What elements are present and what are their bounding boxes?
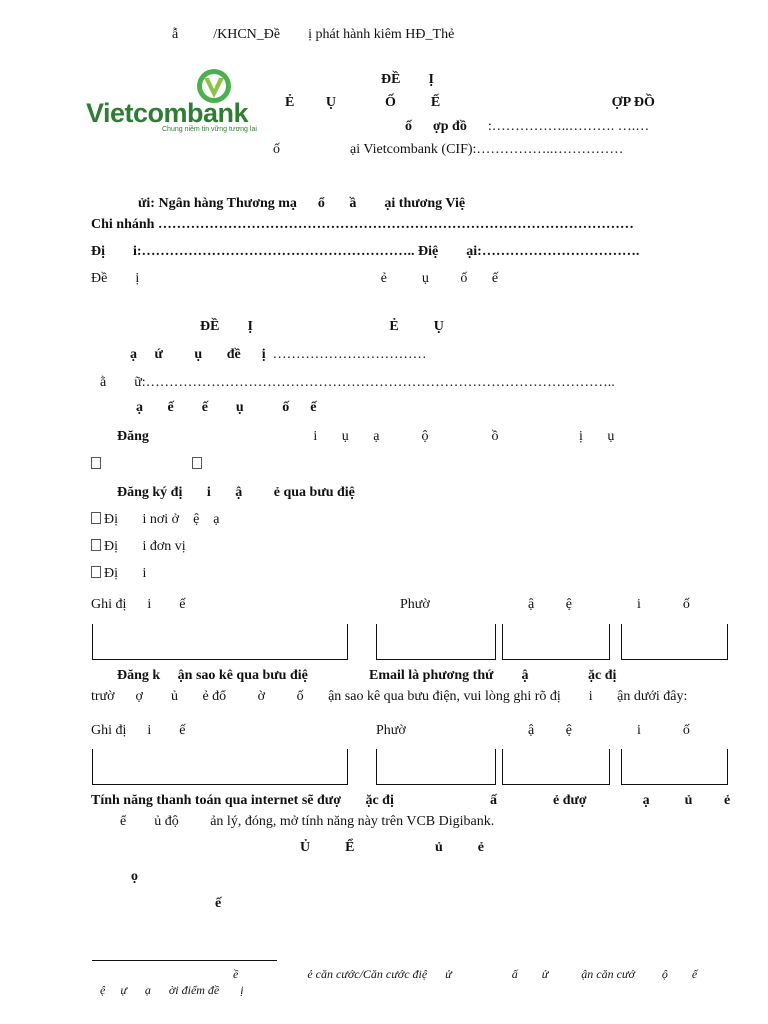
cif-number: ố ại Vietcombank (CIF):……………..…………… [273,142,624,157]
logo-tagline: Chung niềm tin vững tương lai [162,126,257,133]
section2-name-field: ọ [131,869,138,884]
section2-id-field: ế [215,896,222,911]
register-line: Đăng i ụ ạ ộ ồ ị ụ [117,429,615,444]
form-title-line2: Ẻ Ụ Ố Ế ỢP ĐỒ [285,95,655,110]
footnote-divider [92,960,277,961]
statement-heading-b: Email là phương thứ ậ ặc đị [369,668,617,683]
postal-option-work[interactable] [91,539,186,554]
request-text: Đề ị ẻ ụ ố ế [91,271,499,286]
statement-ward-label: Phườ [376,723,406,738]
statement-instruction: trườ ợ ủ ẻ đổ ờ ố ận sao kê qua bưu điện, vui lòng ghi rõ đị i ận dưới đây: [91,689,688,704]
statement-heading-a: Đăng k ận sao kê qua bưu điệ [117,668,308,683]
option-checkbox-b[interactable] [192,457,205,472]
postal-option-home[interactable] [91,512,220,527]
section1-subheading: ạ ế ế ụ ố ế [136,400,317,415]
footnote-line1: ề ẻ căn cước/Căn cước điệ ử ấ ử ận căn cướ ộ ế [233,967,698,981]
option-checkbox-a[interactable] [91,457,104,472]
vietcombank-logo [86,68,256,136]
statement-ward-input[interactable] [376,749,496,785]
account-owner-field: ằ ữ:……………………………………………………………………………………….. [100,375,615,390]
document-code: ẫ /KHCN_Đề ị phát hành kiêm HĐ_Thẻ [172,27,455,42]
form-title-line1: ĐỀ Ị [381,72,434,87]
postal-heading: Đăng ký đị i ậ ẻ qua bưu điệ [117,485,355,500]
recipient-bank: ửi: Ngân hàng Thương mạ ổ ầ ại thương Việ [138,196,466,211]
internet-note-a: Tính năng thanh toán qua internet sẽ đượ ặc đị [91,793,394,808]
postal-city-input[interactable] [621,624,728,660]
statement-city-input[interactable] [621,749,728,785]
account-field: ạ ứ ụ đề ị …………………………… [130,347,427,362]
internet-note-b: ấ ẻ đượ ạ ủ ẻ [490,793,731,808]
statement-district-input[interactable] [502,749,610,785]
postal-ward-input[interactable] [376,624,496,660]
address-phone-field: Đị i:………………………………………………….. Điệ ại:……………………………. [91,244,640,259]
statement-district-label: ậ ệ [528,723,572,738]
postal-option-other-label: Đị i [104,566,147,581]
postal-option-home-label: Đị i nơi ở ệ ạ [104,512,220,527]
section2-heading: Ủ Ể ủ ẻ [300,840,484,855]
postal-city-label: i ố [637,597,690,612]
contract-number: ố ợp đồ :……………..………. ….… [405,119,650,134]
statement-address-input[interactable] [92,749,348,785]
section1-heading: ĐỀ Ị Ẻ Ụ [200,319,444,334]
postal-district-label: ậ ệ [528,597,572,612]
logo-wordmark: Vietcombank [86,98,249,128]
postal-ward-label: Phườ [400,597,430,612]
internet-note-line2: ể ủ độ ản lý, đóng, mở tính năng này trên VCB Digibank. [120,814,495,829]
statement-address-label: Ghi đị i ế [91,723,186,738]
postal-district-input[interactable] [502,624,610,660]
postal-address-label: Ghi đị i ế [91,597,186,612]
postal-option-other[interactable] [91,566,146,581]
footnote-line2: ệ ự ạ ời điểm đề ị [100,983,244,997]
statement-city-label: i ố [637,723,690,738]
branch-field: Chi nhánh ………………………………………………………………………………………… [91,217,634,232]
postal-option-work-label: Đị i đơn vị [104,539,186,554]
postal-address-input[interactable] [92,624,348,660]
